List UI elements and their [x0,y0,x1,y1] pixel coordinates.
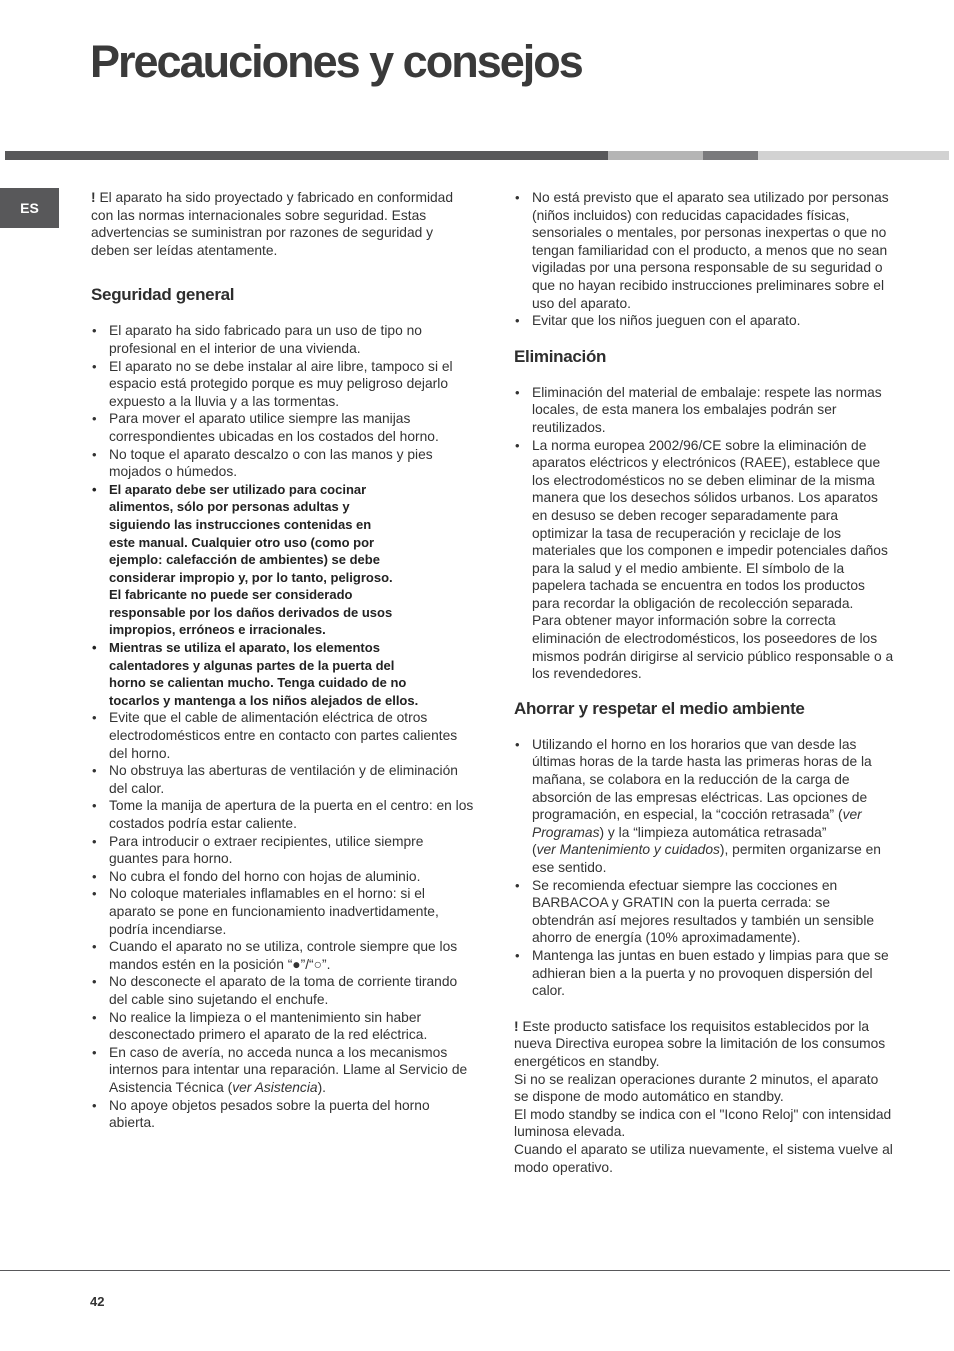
page-number: 42 [90,1294,105,1309]
list-item: • No realice la limpieza o el mantenimiento sin haber desconectado primero el aparato de la red eléctrica. [91,1009,475,1044]
disposal-directive-text: La norma europea 2002/96/CE sobre la eliminación de aparatos eléctricos y electrónicos (RAEE), establece que los electrodomésticos no se deben eliminar de la misma manera que los desechos sólidos urbanos. Los aparatos en desuso se deben recoger separadamente para optimizar la tasa de recuperación y reciclaje de los materiales que los componen e impedir potenciales daños para la salud y el medio ambiente. El símbolo de la papelera tachada se encuentra en todos los productos para recordar la obligación de recolección separada. [532,437,888,611]
environment-text: ) y la “limpieza automática retrasada” [599,824,827,840]
list-item [514,437,894,683]
list-item: • No está previsto que el aparato sea utilizado por personas (niños incluidos) con reducidas capacidades físicas, sensoriales o mentales, por personas inexpertas o que no tengan familiaridad con el producto, a menos que no sean vigiladas por una persona responsable de su seguridad o que no hayan recibido instrucciones preliminares sobre el uso del aparato. [514,189,894,312]
list-item: • Para introducir o extraer recipientes, utilice siempre guantes para horno. [91,833,475,868]
list-item: • No obstruya las aberturas de ventilación y de eliminación del calor. [91,762,475,797]
footer-rule [0,1270,950,1271]
list-item: • No desconecte el aparato de la toma de corriente tirando del cable sino sujetando el enchufe. [91,973,475,1008]
list-item: • Mantenga las juntas en buen estado y limpias para que se adhieran bien a la puerta y no provoquen dispersión del calor. [514,947,894,1000]
environment-text: ( [532,842,537,858]
section-heading-disposal: Eliminación [514,346,607,366]
list-item: • No toque el aparato descalzo o con las manos y pies mojados o húmedos. [91,446,475,481]
list-item: • Evitar que los niños jueguen con el aparato. [514,312,894,330]
list-item: • El aparato ha sido fabricado para un uso de tipo no profesional en el interior de una vivienda. [91,322,475,357]
cross-reference: ver Programas [532,807,862,840]
header-rule-light [608,151,703,160]
disposal-extra-text: Para obtener mayor información sobre la correcta eliminación de electrodomésticos, los poseedores de los mismos podrán dirigirse al servicio público responsable o a los revendedores. [532,613,894,682]
section-heading-environment: Ahorrar y respetar el medio ambiente [514,698,805,718]
list-item: • Cuando el aparato no se utiliza, controle siempre que los mandos estén en la posición “●”/“○”. [91,938,475,973]
general-safety-list [91,322,475,1131]
standby-paragraph: El modo standby se indica con el "Icono Reloj" con intensidad luminosa elevada. [514,1106,892,1140]
list-item [514,736,894,877]
environment-text: ), permiten organizarse en ese sentido. [532,842,881,875]
cross-reference: ver Asistencia [232,1079,318,1095]
list-item: • No apoye objetos pesados sobre la puerta del horno abierta. [91,1097,475,1132]
header-rule-pale [758,151,949,160]
right-column [514,189,894,1176]
list-item: • Mientras se utiliza el aparato, los elementos calentadores y algunas partes de la puerta del horno se calientan mucho. Tenga cuidado de no tocarlos y mantenga a los niños alejados de ellos. [91,639,475,709]
list-item: • Para mover el aparato utilice siempre las manijas correspondientes ubicadas en los costados del horno. [91,410,475,445]
left-column [91,189,475,1132]
list-item: • Evite que el cable de alimentación eléctrica de otros electrodomésticos entre en contacto con partes calientes del horno. [91,709,475,762]
cross-reference: ver Mantenimiento y cuidados [536,842,720,858]
list-item: • Eliminación del material de embalaje: respete las normas locales, de esta manera los embalajes podrán ser reutilizados. [514,384,894,437]
list-item: • Tome la manija de apertura de la puerta en el centro: en los costados podría estar caliente. [91,797,475,832]
header-rule-dark [5,151,608,160]
header-rule-mid [703,151,758,160]
list-item: • El aparato no se debe instalar al aire libre, tampoco si el espacio está protegido porque es muy peligroso dejarlo expuesto a la lluvia y a las tormentas. [91,358,475,411]
list-item: • No cubra el fondo del horno con hojas de aluminio. [91,868,475,886]
standby-text: Este producto satisface los requisitos establecidos por la nueva Directiva europea sobre la limitación de los consumos energéticos en standby. [514,1018,886,1069]
standby-paragraph [514,1018,894,1071]
intro-text: El aparato ha sido proyectado y fabricado en conformidad con las normas internacionales sobre seguridad. Estas advertencias se suministran por razones de seguridad y deben ser leídas atentamente. [91,190,454,258]
page-title: Precauciones y consejos [90,36,582,87]
environment-list [514,736,894,1000]
repair-text: En caso de avería, no acceda nunca a los mecanismos internos para intentar una reparación. Llame al Servicio de Asistencia Técnica ( [109,1044,468,1095]
language-tab: ES [0,188,59,228]
intro-paragraph [91,189,475,259]
list-item: • Se recomienda efectuar siempre las cocciones en BARBACOA y GRATIN con la puerta cerrada: se obtendrán así mejores resultados y también un sensible ahorro de energía (10% aproximadamente). [514,877,894,947]
list-item: • El aparato debe ser utilizado para cocinar alimentos, sólo por personas adultas y siguiendo las instrucciones contenidas en este manual. Cualquier otro uso (como por ejemplo: calefacción de ambientes) se debe considerar impropio y, por lo tanto, peligroso. El fabricante no puede ser considerado responsable por los daños derivados de usos impropios, erróneos e irracionales. [91,481,475,639]
warning-mark: ! [91,190,96,205]
usage-list [514,189,894,330]
section-heading-general-safety: Seguridad general [91,285,235,305]
standby-note [514,1018,894,1176]
standby-paragraph: Si no se realizan operaciones durante 2 minutos, el aparato se dispone de modo automático en standby. [514,1071,879,1105]
disposal-list [514,384,894,683]
warning-mark: ! [514,1018,519,1034]
standby-paragraph: Cuando el aparato se utiliza nuevamente, el sistema vuelve al modo operativo. [514,1141,893,1175]
repair-end: ). [317,1079,327,1095]
environment-text: Utilizando el horno en los horarios que van desde las últimas horas de la tarde hasta las primeras horas de la mañana, se colabora en la reducción de la carga de absorción de las empresas eléctricas. Las opciones de programación, en especial, la “cocción retrasada” ( [532,736,872,823]
list-item [91,1044,475,1097]
list-item: • No coloque materiales inflamables en el horno: si el aparato se pone en funcionamiento inadvertidamente, podría incendiarse. [91,885,475,938]
